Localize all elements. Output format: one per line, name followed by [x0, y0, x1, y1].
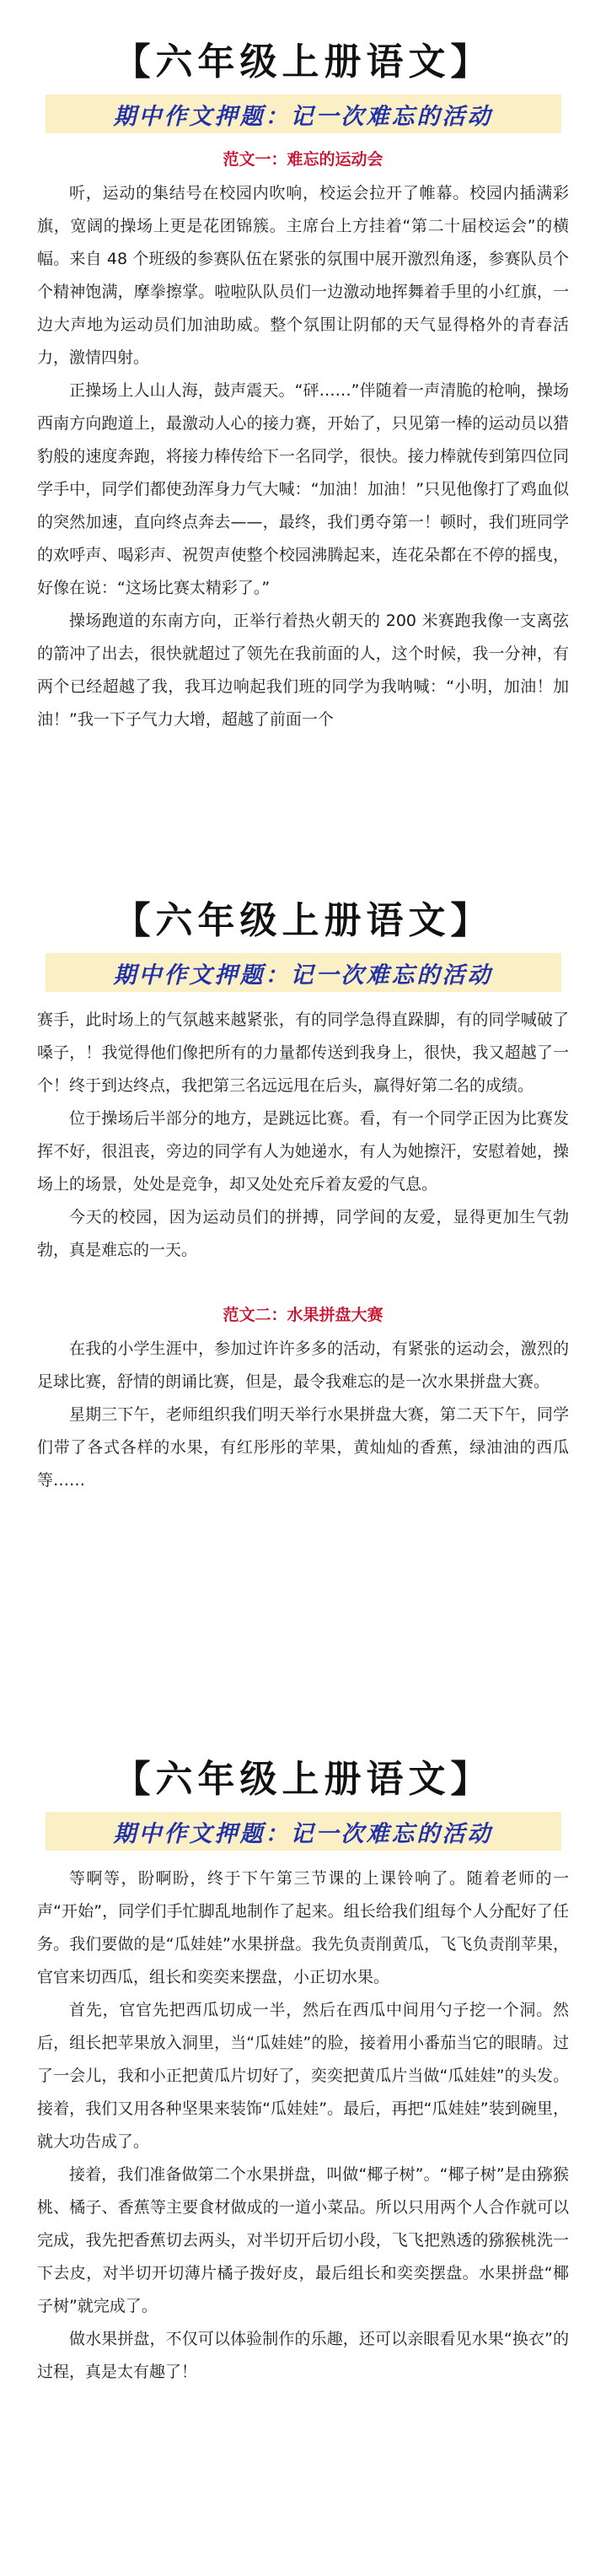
subtitle-text: 期中作文押题：记一次难忘的活动 [113, 962, 493, 989]
subtitle-text: 期中作文押题：记一次难忘的活动 [113, 103, 493, 130]
subtitle-banner [46, 94, 561, 133]
paragraph: 接着，我们准备做第二个水果拼盘，叫做“椰子树”。“椰子树”是由猕猴桃、橘子、香蕉等主要食材做成的一道小菜品。所以只用两个人合作就可以完成，我先把香蕉切去两头，对半切开后切小段，飞飞把熟透的猕猴桃洗一下去皮，对半切开切薄片橘子拨好皮，最后组长和奕奕摆盘。水果拼盘“椰子树”就完成了。 [37, 2165, 569, 2315]
paragraph: 正操场上人山人海，鼓声震天。“砰……”伴随着一声清脆的枪响，操场西南方向跑道上，最激动人心的接力赛，开始了，只见第一棒的运动员以猎豹般的速度奔跑，将接力棒传给下一名同学，很快。接力棒就传到第四位同学手中，同学们都使劲浑身力气大喊：“加油！加油！”只见他像打了鸡血似的突然加速，直向终点奔去——，最终，我们勇夺第一！顿时，我们班同学的欢呼声、喝彩声、祝贺声使整个校园沸腾起来，连花朵都在不停的摇曳，好像在说：“这场比赛太精彩了。” [37, 381, 569, 597]
page-3-content [0, 1862, 606, 2389]
paragraph: 操场跑道的东南方向，正举行着热火朝天的 200 米赛跑我像一支离弦的箭冲了出去，很快就超过了领先在我前面的人，这个时候，我一分神，有两个已经超越了我，我耳边响起我们班的同学为我呐喊：“小明，加油！加油！”我一下子气力大增，超越了前面一个 [37, 612, 569, 729]
paragraph: 做水果拼盘，不仅可以体验制作的乐趣，还可以亲眼看见水果“换衣”的过程，真是太有趣了！ [37, 2330, 569, 2381]
page-2-content [0, 1004, 606, 1497]
subtitle-banner [46, 1812, 561, 1851]
paragraph: 星期三下午，老师组织我们明天举行水果拼盘大赛，第二天下午，同学们带了各式各样的水果，有红彤彤的苹果，黄灿灿的香蕉，绿油油的西瓜等…… [37, 1405, 569, 1490]
essay-heading-2: 范文二：水果拼盘大赛 [223, 1306, 383, 1324]
essay-heading-1: 范文一：难忘的运动会 [223, 150, 383, 169]
paragraph: 今天的校园，因为运动员们的拼搏，同学间的友爱，显得更加生气勃勃，真是难忘的一天。 [37, 1208, 569, 1259]
subtitle-text: 期中作文押题：记一次难忘的活动 [113, 1820, 493, 1847]
subtitle-banner [46, 953, 561, 992]
paragraph: 听，运动的集结号在校园内吹响，校运会拉开了帷幕。校园内插满彩旗，宽阔的操场上更是花团锦簇。主席台上方挂着“第二十届校运会”的横幅。来自 48 个班级的参赛队伍在紧张的氛围中展开激烈角逐，参赛队员个个精神饱满，摩拳擦掌。啦啦队队员们一边激动地挥舞着手里的小红旗，一边大声地为运动员们加油助威。整个氛围让阴郁的天气显得格外的青春活力，激情四射。 [37, 184, 569, 367]
section-title: 【六年级上册语文】 [113, 899, 493, 942]
paragraph: 首先，官官先把西瓜切成一半，然后在西瓜中间用勺子挖一个洞。然后，组长把苹果放入洞里，当“瓜娃娃”的脸，接着用小番茄当它的眼睛。过了一会儿，我和小正把黄瓜片切好了，奕奕把黄瓜片当做“瓜娃娃”的头发。接着，我们又用各种坚果来装饰“瓜娃娃”。最后，再把“瓜娃娃”装到碗里，就大功告成了。 [37, 2001, 569, 2151]
paragraph: 在我的小学生涯中，参加过许许多多的活动，有紧张的运动会，激烈的足球比赛，舒情的朗诵比赛，但是，最令我难忘的是一次水果拼盘大赛。 [37, 1339, 569, 1391]
page-3 [0, 1717, 606, 2576]
page-2 [0, 859, 606, 1717]
section-title: 【六年级上册语文】 [113, 1758, 493, 1801]
section-title: 【六年级上册语文】 [113, 40, 493, 84]
paragraph: 等啊等，盼啊盼，终于下午第三节课的上课铃响了。随着老师的一声“开始”，同学们手忙脚乱地制作了起来。组长给我们组每个人分配好了任务。我们要做的是“瓜娃娃”水果拼盘。我先负责削黄瓜，飞飞负责削苹果，官官来切西瓜，组长和奕奕来摆盘，小正切水果。 [37, 1869, 569, 1986]
paragraph: 赛手，此时场上的气氛越来越紧张，有的同学急得直跺脚，有的同学喊破了嗓子，！我觉得他们像把所有的力量都传送到我身上，很快，我又超越了一个！终于到达终点，我把第三名远远甩在后头，赢得好第二名的成绩。 [37, 1010, 569, 1095]
paragraph: 位于操场后半部分的地方，是跳远比赛。看，有一个同学正因为比赛发挥不好，很沮丧，旁边的同学有人为她递水，有人为她擦汗，安慰着她，操场上的场景，处处是竞争，却又处处充斥着友爱的气息。 [37, 1109, 569, 1194]
page-1 [0, 0, 606, 859]
